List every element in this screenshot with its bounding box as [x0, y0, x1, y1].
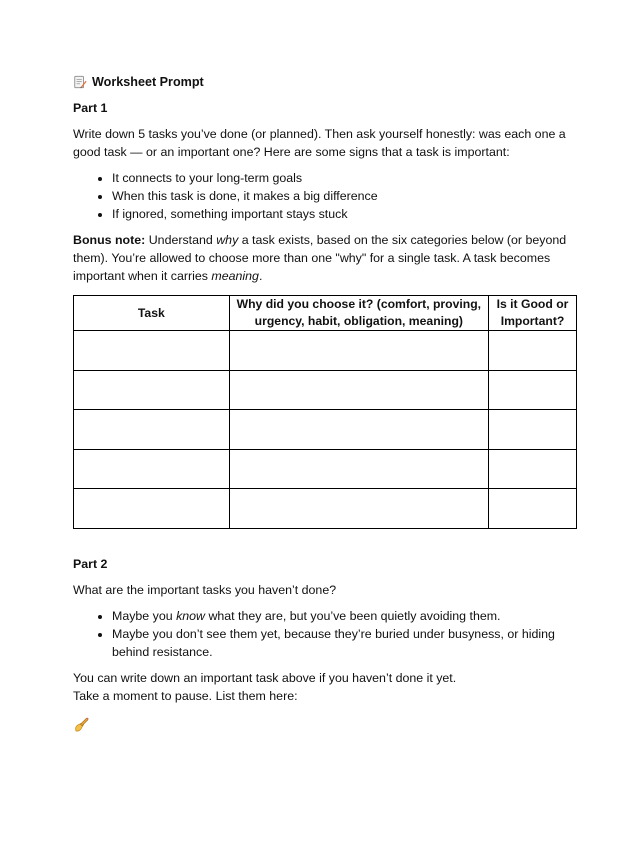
table-row: [74, 331, 577, 371]
part2-question: What are the important tasks you haven’t done?: [73, 582, 337, 597]
task-cell[interactable]: [74, 410, 230, 450]
why-cell[interactable]: [229, 489, 488, 529]
list-item: [112, 607, 577, 625]
why-cell[interactable]: [229, 449, 488, 489]
why-cell[interactable]: [229, 331, 488, 371]
part2-note: [73, 669, 577, 705]
bonus-label: Bonus note:: [73, 233, 146, 247]
bonus-text-1: Understand: [145, 233, 217, 247]
task-cell[interactable]: [74, 331, 230, 371]
avoided-tasks-list: [73, 607, 577, 661]
task-cell[interactable]: [74, 449, 230, 489]
table-header-row: [74, 296, 577, 331]
task-cell[interactable]: [74, 489, 230, 529]
title-text: Worksheet Prompt: [92, 75, 204, 89]
bonus-emphasis-why: why: [216, 233, 239, 247]
list-item: • It connects to your long-term goals: [112, 169, 577, 187]
memo-icon: [73, 75, 87, 89]
table-row: [74, 449, 577, 489]
good-important-cell[interactable]: [489, 370, 577, 410]
part1-intro: Write down 5 tasks you’ve done (or planned). Then ask yourself honestly: was each one a good task — or an important one? Here are some signs that a task is important:: [73, 127, 566, 159]
bullet-emphasis-know: know: [176, 608, 205, 623]
bonus-note: [73, 231, 577, 285]
why-cell[interactable]: [229, 370, 488, 410]
list-item: • If ignored, something important stays stuck: [112, 205, 577, 223]
list-item: • Maybe you don’t see them yet, because they’re buried under busyness, or hiding behind resistance.: [112, 625, 577, 661]
good-important-cell[interactable]: [489, 410, 577, 450]
good-important-cell[interactable]: [489, 449, 577, 489]
good-important-cell[interactable]: [489, 331, 577, 371]
bonus-emphasis-meaning: meaning: [211, 269, 259, 283]
bonus-text-3: .: [258, 269, 263, 283]
table-row: [74, 410, 577, 450]
worksheet-title: [73, 73, 577, 91]
part2-heading: Part 2: [73, 556, 108, 571]
list-item: • When this task is done, it makes a big difference: [112, 187, 577, 205]
header-good-or-important: Is it Good or Important?: [489, 296, 577, 331]
why-cell[interactable]: [229, 410, 488, 450]
bonus-text-2: a task exists, based on the six categories below (or beyond them). You’re allowed to choose more than one "why" for a single task. A task becomes important when it carries: [73, 233, 567, 283]
writing-hand-icon: [73, 717, 89, 733]
bullet-text: Maybe you: [112, 608, 177, 623]
task-cell[interactable]: [74, 370, 230, 410]
important-signs-list: [73, 169, 577, 223]
note-line-2: Take a moment to pause. List them here:: [73, 688, 298, 703]
bullet-text: what they are, but you’ve been quietly avoiding them.: [205, 608, 501, 623]
note-line-1: You can write down an important task above if you haven’t done it yet.: [73, 670, 457, 685]
table-row: [74, 489, 577, 529]
task-table: [73, 295, 577, 529]
good-important-cell[interactable]: [489, 489, 577, 529]
part1-heading: Part 1: [73, 101, 108, 115]
header-task: Task: [74, 296, 230, 331]
table-row: [74, 370, 577, 410]
header-why: Why did you choose it? (comfort, proving, urgency, habit, obligation, meaning): [229, 296, 488, 331]
